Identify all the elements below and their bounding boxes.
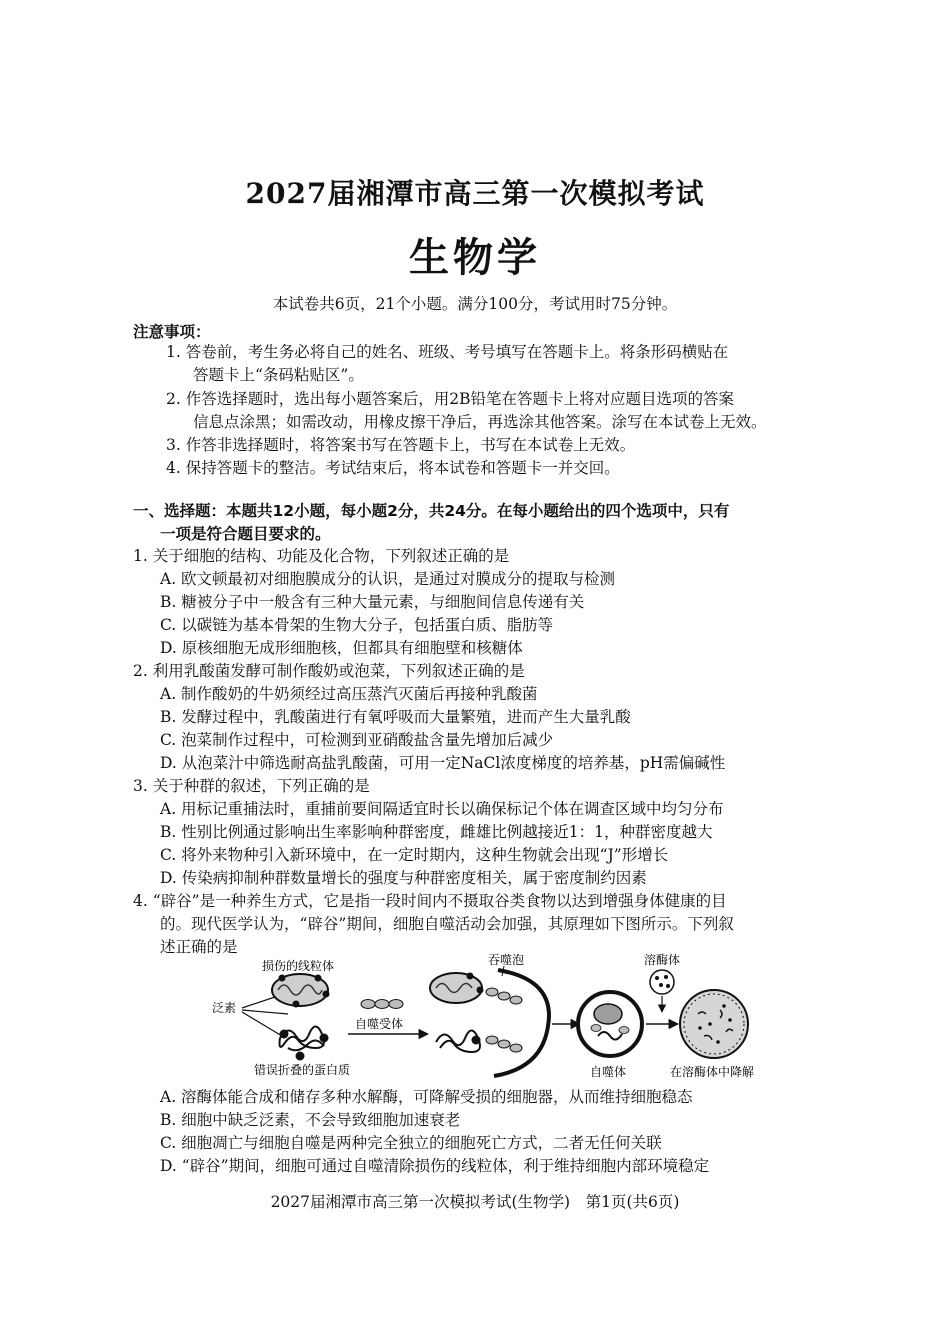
exam-title: 2027届湘潭市高三第一次模拟考试 xyxy=(245,177,705,210)
question-2-option-d: D. 从泡菜汁中筛选耐高盐乳酸菌，可用一定NaCl浓度梯度的培养基，pH需偏碱性 xyxy=(160,754,726,772)
middle-mitochondrion-icon xyxy=(430,973,484,1004)
question-4-stem-line-3: 述正确的是 xyxy=(160,938,238,956)
question-1-option-c: C. 以碳链为基本骨架的生物大分子，包括蛋白质、脂肪等 xyxy=(160,616,554,634)
notice-item-3: 3. 作答非选择题时，将答案书写在答题卡上，书写在本试卷上无效。 xyxy=(166,436,636,454)
autophagy-diagram xyxy=(200,952,760,1082)
middle-receptors xyxy=(486,988,522,1052)
autophagosome-icon xyxy=(578,992,642,1056)
question-3-stem: 3. 关于种群的叙述，下列正确的是 xyxy=(133,777,370,795)
question-1-option-b: B. 糖被分子中一般含有三种大量元素，与细胞间信息传递有关 xyxy=(160,593,585,611)
question-4-stem-line-2: 的。现代医学认为，“辟谷”期间，细胞自噬活动会加强，其原理如下图所示。下列叙 xyxy=(160,915,734,933)
question-4-stem-line-1: 4. “辟谷”是一种养生方式，它是指一段时间内不摄取谷类食物以达到增强身体健康的目 xyxy=(133,892,727,910)
subject-title: 生物学 xyxy=(409,234,541,281)
question-4-option-d: D. “辟谷”期间，细胞可通过自噬清除损伤的线粒体，利于维持细胞内部环境稳定 xyxy=(160,1157,710,1175)
notice-item-4: 4. 保持答题卡的整洁。考试结束后，将本试卷和答题卡一并交回。 xyxy=(166,459,620,477)
label-lysosome: 溶酶体 xyxy=(644,953,681,967)
question-3-option-d: D. 传染病抑制种群数量增长的强度与种群密度相关，属于密度制约因素 xyxy=(160,869,647,887)
lysosome-icon xyxy=(650,970,674,994)
label-damaged-mitochondria: 损伤的线粒体 xyxy=(262,959,335,973)
notice-item-2-line-2: 信息点涂黑；如需改动，用橡皮擦干净后，再选涂其他答案。涂写在本试卷上无效。 xyxy=(193,413,767,431)
degradation-vesicle-icon xyxy=(680,990,748,1058)
label-autophagy-receptor: 自噬受体 xyxy=(355,1017,404,1031)
damaged-mitochondrion-icon xyxy=(272,974,330,1008)
label-autophagosome: 自噬体 xyxy=(590,1065,627,1079)
label-ubiquitin: 泛素 xyxy=(212,1001,237,1015)
question-2-stem: 2. 利用乳酸菌发酵可制作酸奶或泡菜，下列叙述正确的是 xyxy=(133,662,525,680)
question-2-option-a: A. 制作酸奶的牛奶须经过高压蒸汽灭菌后再接种乳酸菌 xyxy=(160,685,538,703)
section-heading-line-1: 一、选择题：本题共12小题，每小题2分，共24分。在每小题给出的四个选项中，只有 xyxy=(133,502,730,520)
label-misfolded-protein: 错误折叠的蛋白质 xyxy=(254,1063,351,1077)
notice-item-1-line-2: 答题卡上“条码粘贴区”。 xyxy=(193,366,364,384)
question-2-option-c: C. 泡菜制作过程中，可检测到亚硝酸盐含量先增加后减少 xyxy=(160,731,554,749)
notice-title: 注意事项： xyxy=(133,323,211,341)
middle-misfolded-protein-icon xyxy=(436,1030,480,1052)
question-1-option-d: D. 原核细胞无成形细胞核，但都具有细胞壁和核糖体 xyxy=(160,639,523,657)
question-1-stem: 1. 关于细胞的结构、功能及化合物，下列叙述正确的是 xyxy=(133,547,510,565)
autophagy-receptor-chain xyxy=(361,1000,403,1009)
misfolded-protein-icon xyxy=(280,1026,328,1059)
question-3-option-c: C. 将外来物种引入新环境中，在一定时期内，这种生物就会出现“J”形增长 xyxy=(160,846,669,864)
phagophore-membrane xyxy=(494,970,549,1076)
notice-item-1-line-1: 1. 答卷前，考生务必将自己的姓名、班级、考号填写在答题卡上。将条形码横贴在 xyxy=(166,343,729,361)
question-2-option-b: B. 发酵过程中，乳酸菌进行有氧呼吸而大量繁殖，进而产生大量乳酸 xyxy=(160,708,631,726)
label-phagophore: 吞噬泡 xyxy=(488,953,525,967)
question-3-option-a: A. 用标记重捕法时，重捕前要间隔适宜时长以确保标记个体在调查区域中均匀分布 xyxy=(160,800,724,818)
question-4-option-a: A. 溶酶体能合成和储存多种水解酶，可降解受损的细胞器，从而维持细胞稳态 xyxy=(160,1088,693,1106)
question-4-option-b: B. 细胞中缺乏泛素，不会导致细胞加速衰老 xyxy=(160,1111,461,1129)
exam-info: 本试卷共6页，21个小题。满分100分，考试用时75分钟。 xyxy=(272,295,678,313)
question-4-option-c: C. 细胞凋亡与细胞自噬是两种完全独立的细胞死亡方式，二者无任何关联 xyxy=(160,1134,662,1152)
question-3-option-b: B. 性别比例通过影响出生率影响种群密度，雌雄比例越接近1：1，种群密度越大 xyxy=(160,823,713,841)
notice-item-2-line-1: 2. 作答选择题时，选出每小题答案后，用2B铅笔在答题卡上将对应题目选项的答案 xyxy=(166,390,734,408)
page-footer: 2027届湘潭市高三第一次模拟考试(生物学) 第1页(共6页) xyxy=(270,1193,680,1211)
question-1-option-a: A. 欧文顿最初对细胞膜成分的认识，是通过对膜成分的提取与检测 xyxy=(160,570,616,588)
section-heading-line-2: 一项是符合题目要求的。 xyxy=(160,525,331,543)
label-degrade-in-lysosome: 在溶酶体中降解 xyxy=(670,1065,755,1079)
